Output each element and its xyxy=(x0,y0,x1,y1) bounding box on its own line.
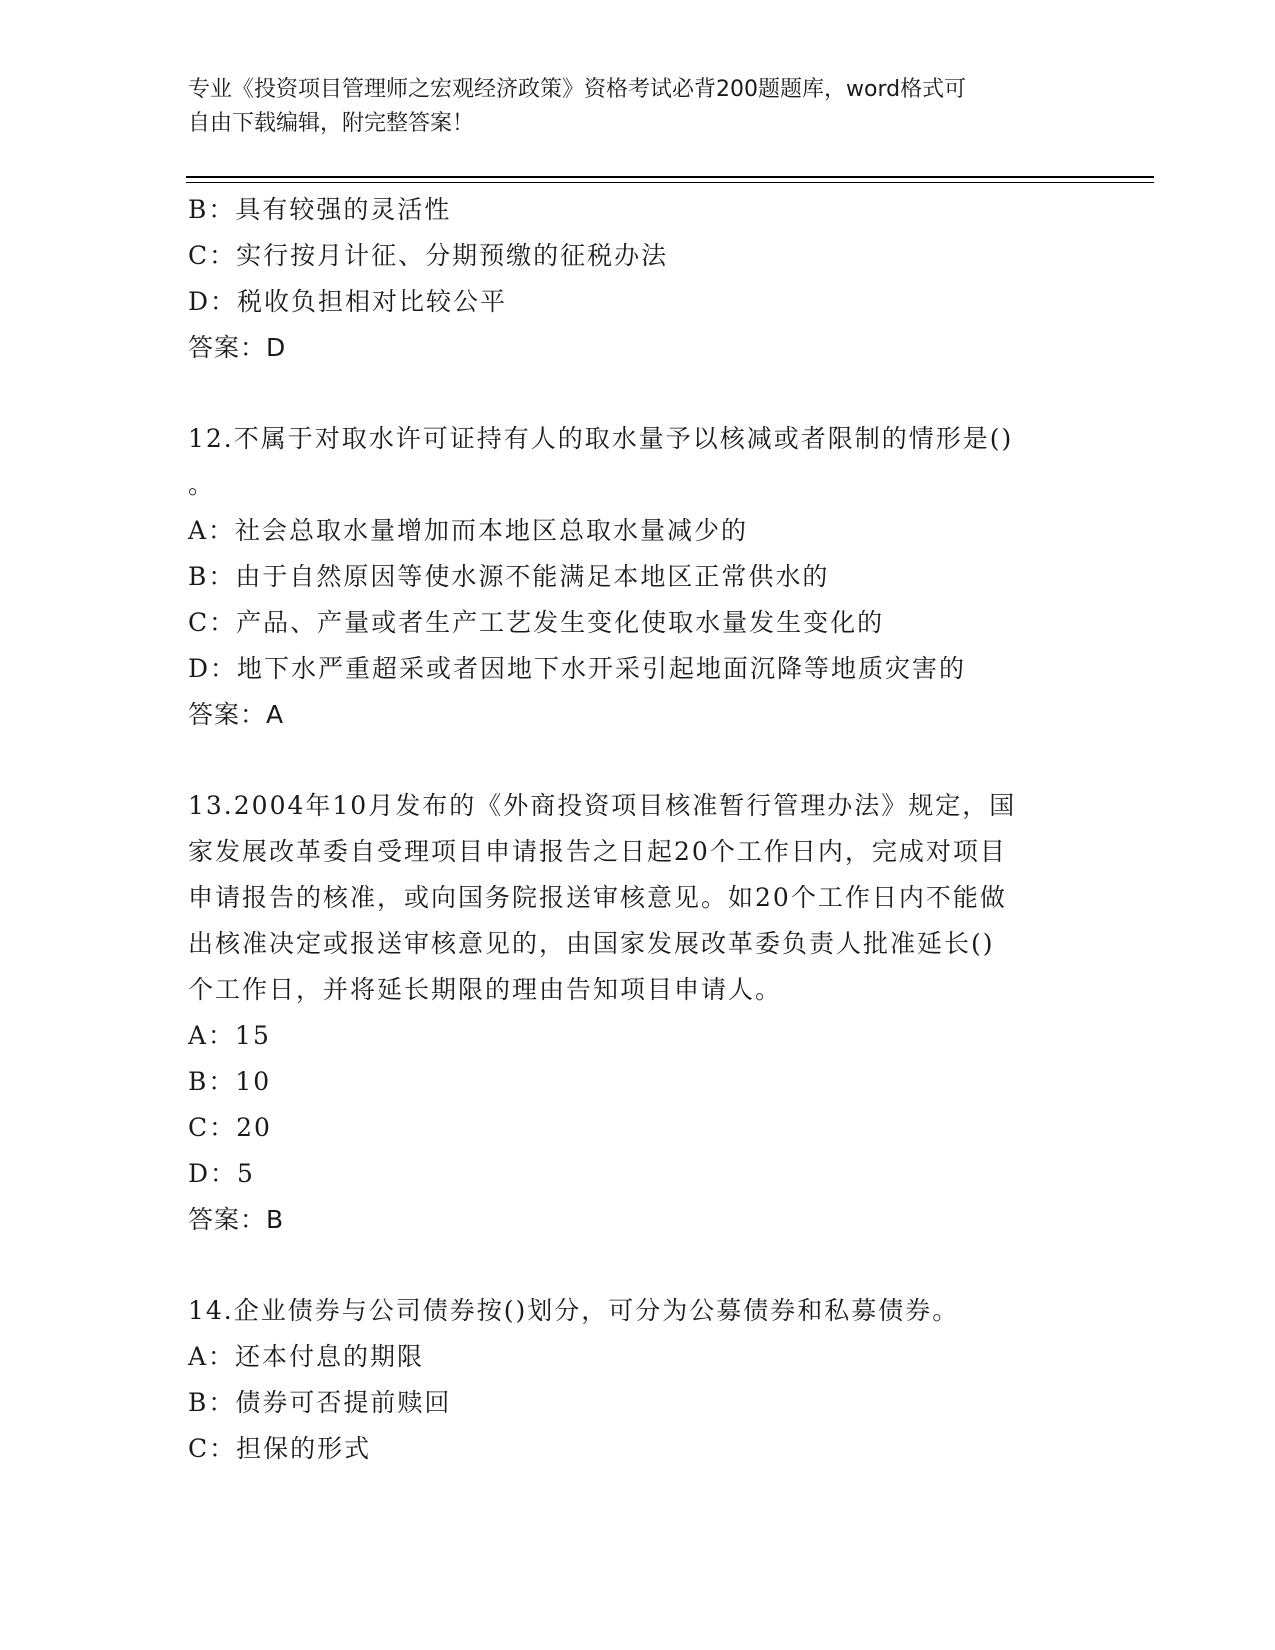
q12-option-c: C：产品、产量或者生产工艺发生变化使取水量发生变化的 xyxy=(188,608,885,637)
spacer xyxy=(188,738,1078,783)
q14-option-a: A：还本付息的期限 xyxy=(188,1342,425,1371)
question-11 xyxy=(188,187,1078,371)
header-rule-thin xyxy=(186,182,1154,183)
q11-option-c: C：实行按月计征、分期预缴的征税办法 xyxy=(188,241,669,270)
header-line-1: 专业《投资项目管理师之宏观经济政策》资格考试必背200题题库，word格式可 xyxy=(188,77,967,102)
q12-answer: 答案：A xyxy=(188,700,285,729)
question-14 xyxy=(188,1288,1078,1472)
q13-option-a: A：15 xyxy=(188,1021,271,1050)
question-12 xyxy=(188,416,1078,738)
q12-stem-line-2: 。 xyxy=(188,470,216,499)
q13-stem-line-2: 家发展改革委自受理项目申请报告之日起20个工作日内，完成对项目 xyxy=(188,837,1007,866)
q11-answer: 答案：D xyxy=(188,333,287,362)
q14-option-c: C：担保的形式 xyxy=(188,1434,372,1463)
spacer xyxy=(188,371,1078,416)
q13-option-b: B：10 xyxy=(188,1067,272,1096)
q13-stem-line-5: 个工作日，并将延长期限的理由告知项目申请人。 xyxy=(188,975,783,1004)
header-rule-thick xyxy=(186,176,1154,178)
q12-option-a: A：社会总取水量增加而本地区总取水量减少的 xyxy=(188,516,749,545)
q13-stem-line-1: 13.2004年10月发布的《外商投资项目核准暂行管理办法》规定，国 xyxy=(188,791,1017,820)
q12-option-b: B：由于自然原因等使水源不能满足本地区正常供水的 xyxy=(188,562,830,591)
q13-option-d: D：5 xyxy=(188,1159,255,1188)
q14-stem: 14.企业债券与公司债券按()划分，可分为公募债券和私募债券。 xyxy=(188,1296,960,1325)
question-content xyxy=(188,187,1078,1472)
spacer xyxy=(188,1243,1078,1288)
q11-option-d: D：税收负担相对比较公平 xyxy=(188,287,508,316)
q13-stem-line-3: 申请报告的核准，或向国务院报送审核意见。如20个工作日内不能做 xyxy=(188,883,1007,912)
q14-option-b: B：债券可否提前赎回 xyxy=(188,1388,452,1417)
q13-answer: 答案：B xyxy=(188,1205,285,1234)
q12-option-d: D：地下水严重超采或者因地下水开采引起地面沉降等地质灾害的 xyxy=(188,654,967,683)
question-13 xyxy=(188,783,1078,1243)
document-header xyxy=(188,73,1088,141)
q13-option-c: C：20 xyxy=(188,1113,272,1142)
q11-option-b: B：具有较强的灵活性 xyxy=(188,195,452,224)
header-line-2: 自由下载编辑，附完整答案！ xyxy=(188,111,475,136)
q13-stem-line-4: 出核准决定或报送审核意见的，由国家发展改革委负责人批准延长() xyxy=(188,929,995,958)
q12-stem-line-1: 12.不属于对取水许可证持有人的取水量予以核减或者限制的情形是() xyxy=(188,424,1014,453)
